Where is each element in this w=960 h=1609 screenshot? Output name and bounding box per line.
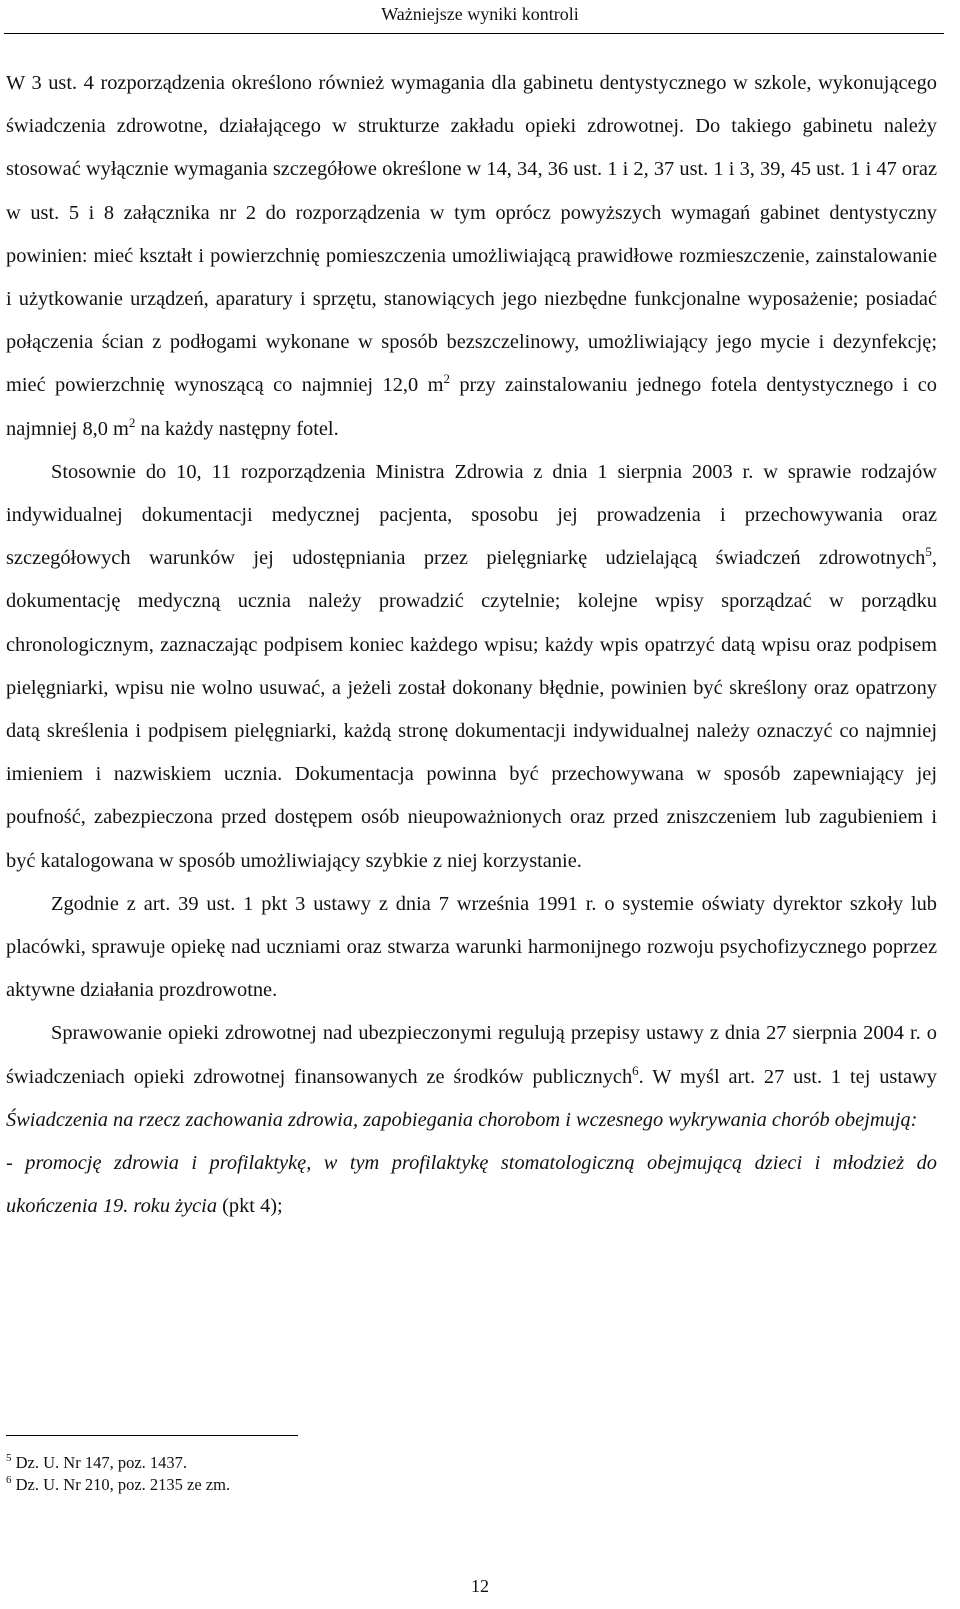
paragraph-text: Zgodnie z art. 39 ust. 1 pkt 3 ustawy z dnia 7 września 1991 r. o systemie oświaty dyrektor szkoły lub placówki, sprawuje opiekę nad uczniami oraz stwarza warunki harmonijnego rozwoju psychofizycznego poprzez aktywne działania prozdrowotne. <box>6 892 937 1002</box>
footnote-reference: 6 <box>632 1062 639 1078</box>
footnotes <box>6 1452 906 1496</box>
page-number: 12 <box>471 1576 489 1596</box>
paragraph <box>6 883 937 1013</box>
footnote-mark: 5 <box>6 1452 12 1464</box>
quoted-text: Świadczenia na rzecz zachowania zdrowia, zapobiegania chorobom i wczesnego wykrywania chorób obejmują: <box>6 1108 918 1131</box>
paragraph <box>6 451 937 883</box>
paragraph-text: (pkt 4); <box>217 1195 283 1218</box>
paragraph-text: na każdy następny fotel. <box>135 417 339 440</box>
running-header-title: Ważniejsze wyniki kontroli <box>381 4 579 24</box>
footnote <box>6 1452 906 1474</box>
paragraph <box>6 1142 937 1228</box>
footnote-divider <box>6 1435 298 1436</box>
paragraph-text: Stosownie do 10, 11 rozporządzenia Ministra Zdrowia z dnia 1 sierpnia 2003 r. w sprawie rodzajów indywidualnej dokumentacji medycznej pacjenta, sposobu jej prowadzenia i przechowywania oraz szczegółowych warunków jej udostępniania przez pielęgniarkę udzielającą świadczeń zdrowotnych <box>6 460 937 570</box>
paragraph-text: . W myśl art. 27 ust. 1 tej ustawy <box>638 1065 937 1088</box>
footnote-reference: 2 <box>128 414 136 430</box>
main-text <box>6 62 937 1228</box>
footnote-text: Dz. U. Nr 147, poz. 1437. <box>11 1453 188 1472</box>
paragraph-text: przy zainstalowaniu jednego fotela dentystycznego i co najmniej 8,0 m <box>6 374 937 440</box>
paragraph-text: W 3 ust. 4 rozporządzenia określono również wymagania dla gabinetu dentystycznego w szkole, wykonującego świadczenia zdrowotne, działającego w strukturze zakładu opieki zdrowotnej. Do takiego gabinetu należy stosować wyłącznie wymagania szczegółowe określone w 14, 34, 36 ust. 1 i 2, 37 ust. 1 i 3, 39, 45 ust. 1 i 47 oraz w ust. 5 i 8 załącznika nr 2 do rozporządzenia w tym oprócz powyższych wymagań gabinet dentystyczny powinien: mieć kształt i powierzchnię pomieszczenia umożliwiającą prawidłowe rozmieszczenie, zainstalowanie i użytkowanie urządzeń, aparatury i sprzętu, stanowiących jego niezbędne funkcjonalne wyposażenie; posiadać połączenia ścian z podłogami wykonane w sposób bezszczelinowy, umożliwiający jego mycie i dezynfekcję; mieć powierzchnię wynoszącą co najmniej 12,0 m <box>6 72 937 397</box>
quoted-text: - promocję zdrowia i profilaktykę, w tym profilaktykę stomatologiczną obejmującą dzieci i młodzież do ukończenia 19. roku życia <box>6 1152 937 1218</box>
footnote-text: Dz. U. Nr 210, poz. 2135 ze zm. <box>11 1475 231 1494</box>
header-divider <box>4 33 944 34</box>
footnote-mark: 6 <box>6 1474 12 1486</box>
footnote <box>6 1474 906 1496</box>
paragraph <box>6 62 937 451</box>
paragraph-text: , dokumentację medyczną ucznia należy prowadzić czytelnie; kolejne wpisy sporządzać w porządku chronologicznym, zaznaczając podpisem koniec każdego wpisu; każdy wpis opatrzyć datą wpisu oraz podpisem pielęgniarki, wpisu nie wolno usuwać, a jeżeli został dokonany błędnie, powinien być skreślony oraz opatrzony datą skreślenia i podpisem pielęgniarki, każdą stronę dokumentacji indywidualnej należy oznaczyć co najmniej imieniem i nazwiskiem ucznia. Dokumentacja powinna być przechowywana w sposób zapewniający jej poufność, zabezpieczona przed dostępem osób nieupoważnionych oraz przed zniszczeniem lub zagubieniem i być katalogowana w sposób umożliwiający szybkie z niej korzystanie. <box>6 547 937 872</box>
paragraph-text: Sprawowanie opieki zdrowotnej nad ubezpieczonymi regulują przepisy ustawy z dnia 27 sierpnia 2004 r. o świadczeniach opieki zdrowotnej finansowanych ze środków publicznych <box>6 1022 937 1088</box>
footnote-reference: 5 <box>925 544 932 560</box>
footnote-reference: 2 <box>443 371 450 387</box>
paragraph <box>6 1012 937 1142</box>
